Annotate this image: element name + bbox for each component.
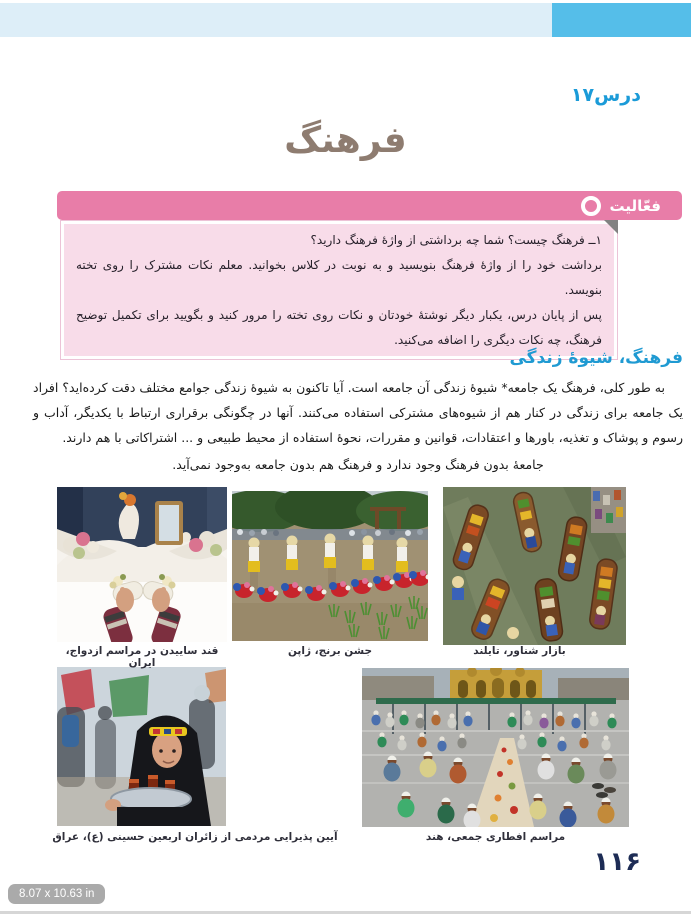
lesson-number: درس۱۷: [570, 84, 641, 106]
activity-question: ۱ــ فرهنگ چیست؟ شما چه برداشتی از واژهٔ فرهنگ دارید؟: [310, 233, 602, 247]
lesson-text-block: [33, 348, 683, 477]
wedding-sugar-photo: [57, 487, 227, 642]
rice-festival-photo: [232, 491, 428, 641]
activity-instruction-1: برداشت خود را از واژهٔ فرهنگ بنویسید و به نوبت در کلاس بخوانید. معلم نکات مشترک را روی تخته بنویسد.: [76, 258, 602, 297]
caption-iftar: مراسم افطاری جمعی، هند: [425, 831, 566, 843]
wedding-sugar-illustration: [57, 487, 227, 642]
activity-content-box: [60, 220, 618, 360]
caption-arbaeen: آیین پذیرایی مردمی از زائران اربعین حسینی (ع)، عراق: [52, 831, 338, 843]
activity-instruction-2: پس از پایان درس، یکبار دیگر نوشتهٔ خودتان و نکات روی تخته را مرور کنید و بگویید برای تکمیل توضیح فرهنگ، چه نکات دیگری را اضافه می‌کنید.: [76, 308, 602, 347]
communal-iftar-photo: [362, 668, 629, 827]
communal-iftar-illustration: [362, 668, 629, 827]
closing-sentence: جامعهٔ بدون فرهنگ وجود ندارد و فرهنگ هم بدون جامعه به‌وجود نمی‌آید.: [172, 457, 544, 472]
arbaeen-hospitality-photo: [57, 667, 226, 826]
floating-market-photo: [443, 487, 626, 645]
caption-rice-festival: جشن برنج، ژاپن: [287, 645, 373, 657]
caption-floating-market: بازار شناور، تایلند: [473, 645, 566, 657]
floating-market-illustration: [443, 487, 626, 645]
corner-fold-icon: [604, 220, 618, 234]
page-title: فرهنگ: [284, 120, 407, 161]
arbaeen-illustration: [57, 667, 226, 826]
page-bottom-edge: [0, 911, 691, 914]
page-header-strip: [0, 3, 691, 37]
rice-festival-illustration: [232, 491, 428, 641]
bullet-ring-icon: [581, 196, 601, 216]
activity-title: فعّالیت: [609, 196, 661, 215]
viewer-size-badge: 8.07 x 10.63 in: [8, 884, 105, 904]
activity-header-bar: [57, 191, 682, 220]
header-accent-block: [552, 3, 691, 37]
caption-wedding-sugar: قند ساییدن در مراسم ازدواج، ایران: [65, 645, 219, 669]
section-heading: فرهنگ، شیوهٔ زندگی: [509, 348, 683, 368]
page-number: ۱۱۶: [593, 847, 641, 877]
body-paragraph: به طور کلی، فرهنگ یک جامعه* شیوهٔ زندگی آن جامعه است. آیا تاکنون به شیوهٔ زندگی جوامع مختلف دقت کرده‌اید؟ افراد یک جامعه برای زندگی در کنار هم از شیوه‌های مشترکی استفاده می‌کنند. آنها در چگونگی برقراری ارتباط با یکدیگر، آداب و رسوم و پوشاک و تغذیه، باورها و اعتقادات، قوانین و مقررات، نحوهٔ استفاده از محیط طبیعی و ... اشتراکاتی با هم دارند.: [33, 380, 683, 445]
